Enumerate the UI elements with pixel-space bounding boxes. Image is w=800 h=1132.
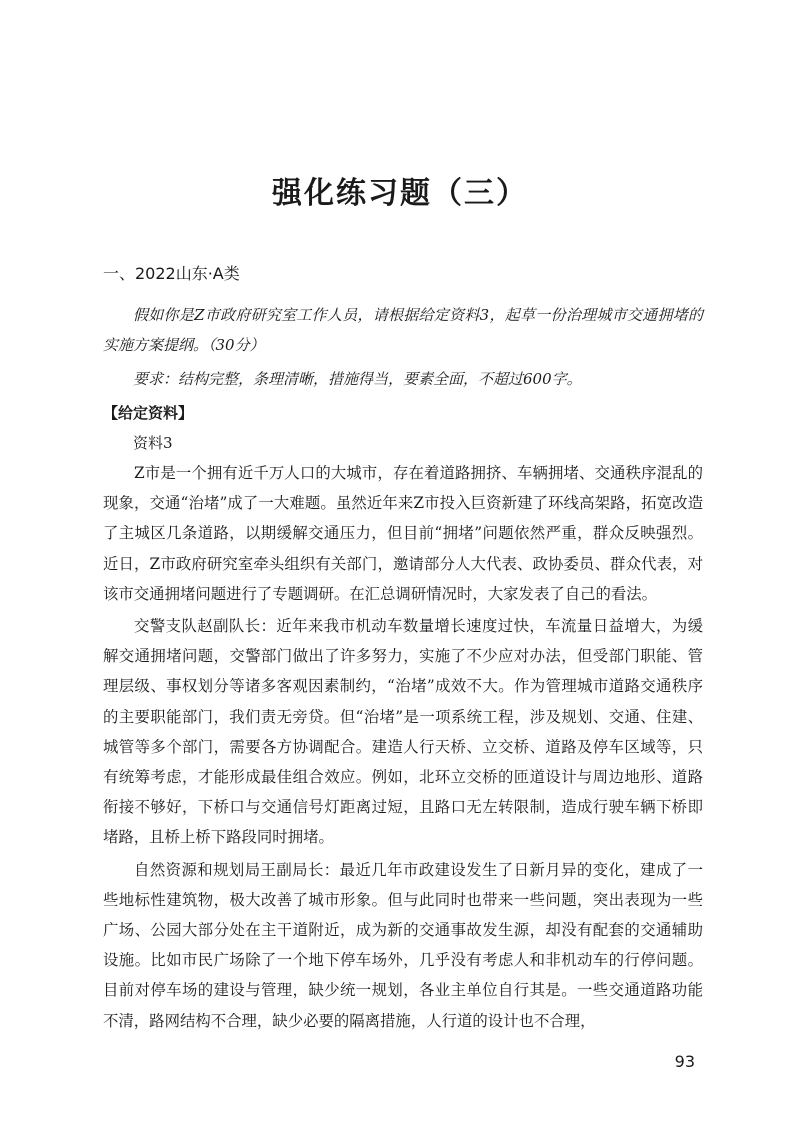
materials-heading: 【给定资料】: [103, 404, 194, 422]
material-paragraph: 交警支队赵副队长：近年来我市机动车数量增长速度过快，车流量日益增大，为缓解交通拥堵问题，交警部门做出了许多努力，实施了不少应对办法，但受部门职能、管理层级、事权划分等诸多客观因素制约，“治堵”成效不大。作为管理城市道路交通秩序的主要职能部门，我们责无旁贷。但“治堵”是一项系统工程，涉及规划、交通、住建、城管等多个部门，需要各方协调配合。建造人行天桥、立交桥、道路及停车区域等，只有统筹考虑，才能形成最佳组合效应。例如，北环立交桥的匝道设计与周边地形、道路衔接不够好，下桥口与交通信号灯距离过短，且路口无左转限制，造成行驶车辆下桥即堵路，且桥上桥下路段同时拥堵。: [103, 617, 703, 847]
page-title: 强化练习题（三）: [272, 176, 528, 211]
material-paragraph: 自然资源和规划局王副局长：最近几年市政建设发生了日新月异的变化，建成了一些地标性建筑物，极大改善了城市形象。但与此同时也带来一些问题，突出表现为一些广场、公园大部分处在主干道附近，成为新的交通事故发生源，却没有配套的交通辅助设施。比如市民广场除了一个地下停车场外，几乎没有考虑人和非机动车的行停问题。目前对停车场的建设与管理，缺少统一规划，各业主单位自行其是。一些交通道路功能不清，路网结构不合理，缺少必要的隔离措施，人行道的设计也不合理，: [103, 860, 703, 1030]
page-content: [103, 262, 703, 1038]
section-heading: 一、2022山东·A类: [103, 264, 240, 283]
question-requirements: 要求：结构完整，条理清晰，措施得当，要素全面，不超过600字。: [133, 370, 582, 388]
page-number: 93: [674, 1052, 695, 1071]
material-label: 资料3: [133, 434, 173, 452]
question-prompt: 假如你是Z市政府研究室工作人员，请根据给定资料3，起草一份治理城市交通拥堵的实施方案提纲。（30分）: [103, 306, 703, 354]
material-paragraph: Z市是一个拥有近千万人口的大城市，存在着道路拥挤、车辆拥堵、交通秩序混乱的现象，交通“治堵”成了一大难题。虽然近年来Z市投入巨资新建了环线高架路，拓宽改造了主城区几条道路，以期缓解交通压力，但目前“拥堵”问题依然严重，群众反映强烈。近日，Z市政府研究室牵头组织有关部门，邀请部分人大代表、政协委员、群众代表，对该市交通拥堵问题进行了专题调研。在汇总调研情况时，大家发表了自己的看法。: [103, 464, 703, 603]
